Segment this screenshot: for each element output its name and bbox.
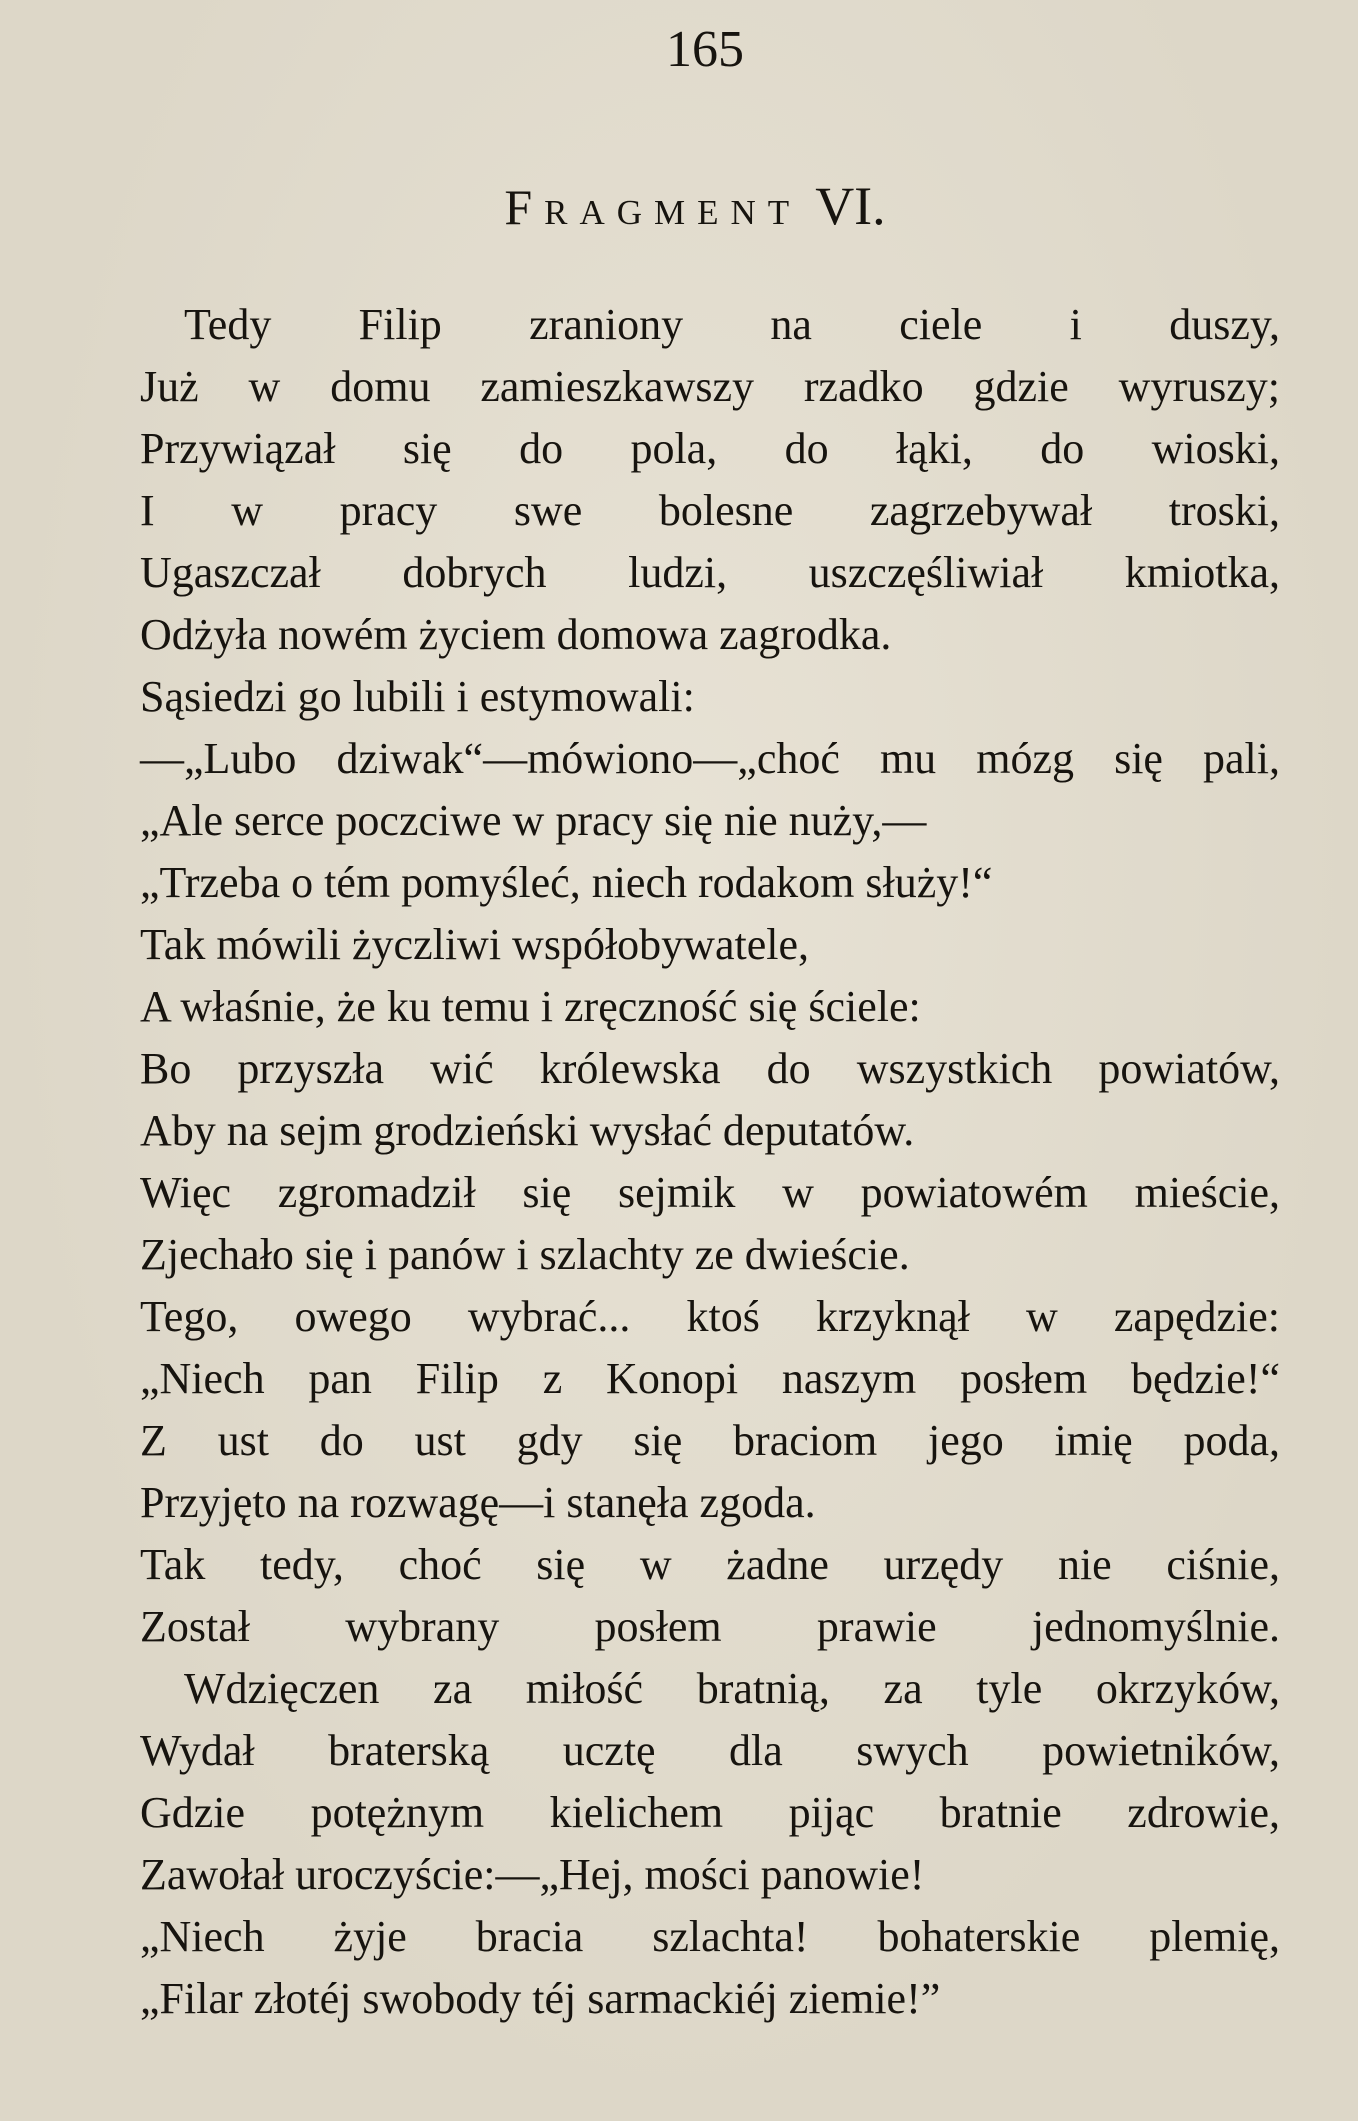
verse-line: Zjechało się i panów i szlachty ze dwieście. [140, 1230, 910, 1279]
chapter-heading [0, 176, 1358, 237]
page-number: 165 [666, 21, 744, 78]
heading-number: VI. [815, 176, 886, 236]
verse-line: Bo przyszła wić królewska do wszystkich powiatów, [140, 1044, 1280, 1093]
verse-line: Więc zgromadził się sejmik w powiatowém mieście, [140, 1168, 1280, 1217]
verse-line: Z ust do ust gdy się braciom jego imię poda, [140, 1416, 1280, 1465]
verse-line: Odżyła nowém życiem domowa zagrodka. [140, 610, 892, 659]
verse-line: Przyjęto na rozwagę—i stanęła zgoda. [140, 1478, 816, 1527]
verse-line: Już w domu zamieszkawszy rzadko gdzie wyruszy; [140, 362, 1280, 411]
verse-line: „Niech żyje bracia szlachta! bohaterskie plemię, [140, 1912, 1280, 1961]
verse-line: Został wybrany posłem prawie jednomyślnie. [140, 1602, 1280, 1651]
verse-line: Wydał braterską ucztę dla swych powietników, [140, 1726, 1280, 1775]
verse-line: Tak mówili życzliwi współobywatele, [140, 920, 809, 969]
verse-line: „Ale serce poczciwe w pracy się nie nuży,— [140, 796, 927, 845]
verse-line: Wdzięczen za miłość bratnią, za tyle okrzyków, [184, 1664, 1280, 1713]
verse-line: Aby na sejm grodzieński wysłać deputatów. [140, 1106, 915, 1155]
verse-line: „Niech pan Filip z Konopi naszym posłem będzie!“ [140, 1354, 1280, 1403]
verse-line: Przywiązał się do pola, do łąki, do wioski, [140, 424, 1280, 473]
verse-line: Sąsiedzi go lubili i estymowali: [140, 672, 695, 721]
verse-line: Gdzie potężnym kielichem pijąc bratnie zdrowie, [140, 1788, 1280, 1837]
verse-line: A właśnie, że ku temu i zręczność się ściele: [140, 982, 921, 1031]
verse-line: Zawołał uroczyście:—„Hej, mości panowie! [140, 1850, 925, 1899]
stanza-2 [140, 1658, 1280, 2030]
verse-line: Tak tedy, choć się w żadne urzędy nie ciśnie, [140, 1540, 1280, 1589]
heading-word: Fragment [504, 179, 802, 235]
verse-line: Tego, owego wybrać... ktoś krzyknął w zapędzie: [140, 1292, 1280, 1341]
verse-line: „Filar złotéj swobody téj sarmackiéj ziemie!” [140, 1974, 941, 2023]
verse-line: „Trzeba o tém pomyśleć, niech rodakom służy!“ [140, 858, 993, 907]
verse-line: Tedy Filip zraniony na ciele i duszy, [184, 300, 1280, 349]
verse-line: —„Lubo dziwak“—mówiono—„choć mu mózg się pali, [140, 734, 1280, 783]
stanza-1 [140, 294, 1280, 1658]
verse-line: I w pracy swe bolesne zagrzebywał troski, [140, 486, 1280, 535]
verse-line: Ugaszczał dobrych ludzi, uszczęśliwiał kmiotka, [140, 548, 1280, 597]
